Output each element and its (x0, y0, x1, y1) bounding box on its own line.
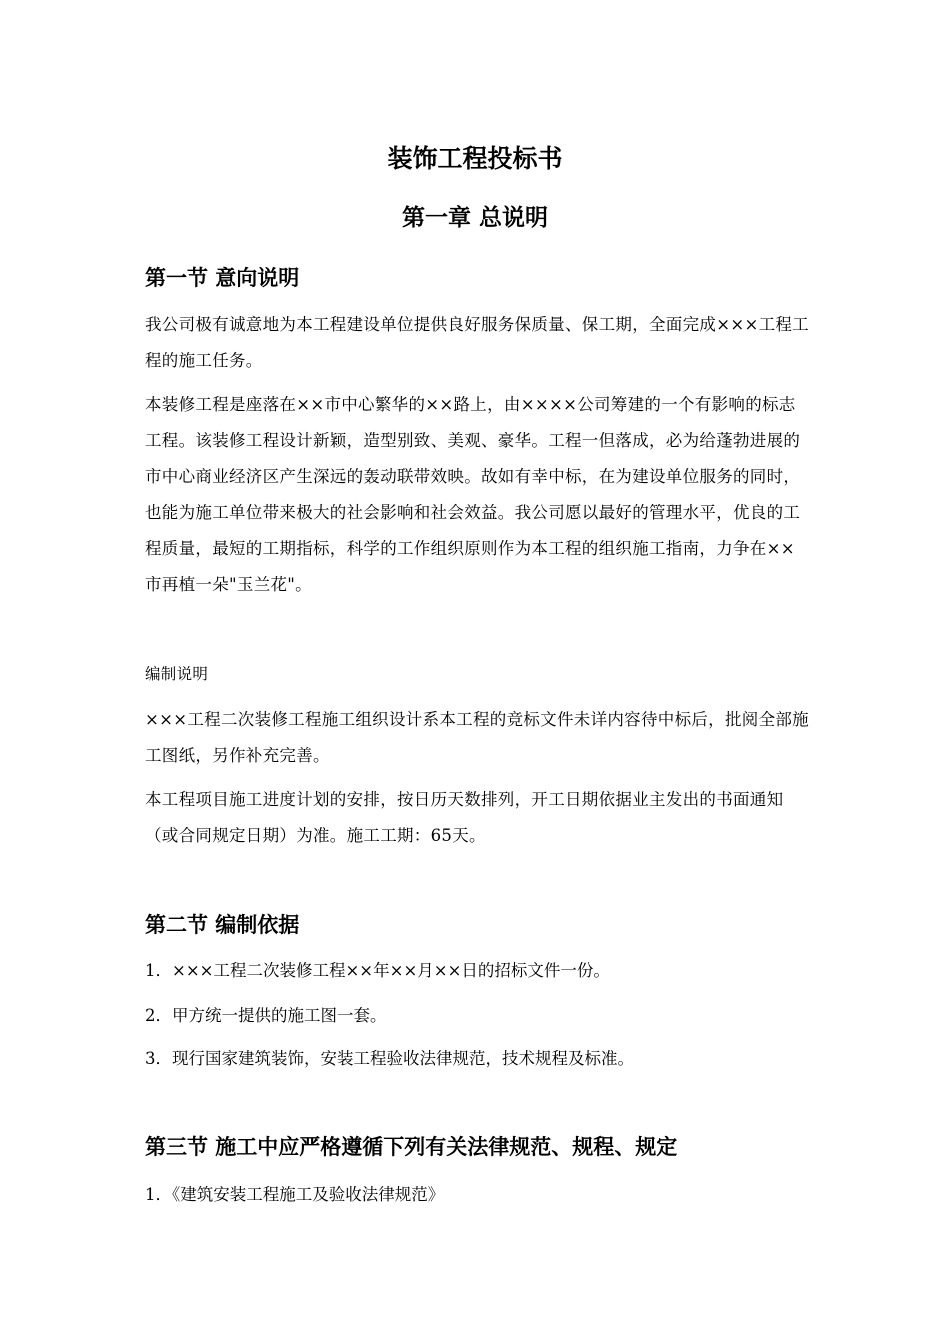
compile-note-paragraph: ×××工程二次装修工程施工组织设计系本工程的竞标文件未详内容待中标后，批阅全部施工图纸，另作补充完善。 (145, 710, 809, 765)
chapter-title: 第一章 总说明 (401, 205, 548, 231)
document-title: 装饰工程投标书 (387, 144, 563, 173)
compile-note-label: 编制说明 (145, 665, 209, 683)
section-heading-2: 第二节 编制依据 (145, 913, 300, 937)
intent-paragraph-1: 我公司极有诚意地为本工程建设单位提供良好服务保质量、保工期，全面完成×××工程工程的施工任务。 (145, 315, 809, 370)
section-heading-3: 第三节 施工中应严格遵循下列有关法律规范、规程、规定 (145, 1135, 678, 1159)
intent-paragraph-2: 本装修工程是座落在××市中心繁华的××路上，由××××公司筹建的一个有影响的标志工程。该装修工程设计新颖，造型别致、美观、豪华。工程一但落成，必为给蓬勃进展的市中心商业经济区产生深远的轰动联带效映。故如有幸中标，在为建设单位服务的同时，也能为施工单位带来极大的社会影响和社会效益。我公司愿以最好的管理水平，优良的工程质量，最短的工期指标，科学的工作组织原则作为本工程的组织施工指南，力争在××市再植一朵"玉兰花"。 (145, 395, 801, 594)
section-heading-1: 第一节 意向说明 (145, 266, 300, 290)
schedule-paragraph: 本工程项目施工进度计划的安排，按日历天数排列，开工日期依据业主发出的书面通知（或合同规定日期）为准。施工工期：65天。 (145, 790, 784, 845)
regulation-item-1: 1．《建筑安装工程施工及验收法律规范》 (145, 1185, 445, 1204)
basis-item-2: 2．甲方统一提供的施工图一套。 (145, 1006, 387, 1025)
basis-item-3: 3．现行国家建筑装饰，安装工程验收法律规范，技术规程及标准。 (145, 1049, 634, 1068)
basis-item-1: 1．×××工程二次装修工程××年××月××日的招标文件一份。 (145, 961, 610, 980)
